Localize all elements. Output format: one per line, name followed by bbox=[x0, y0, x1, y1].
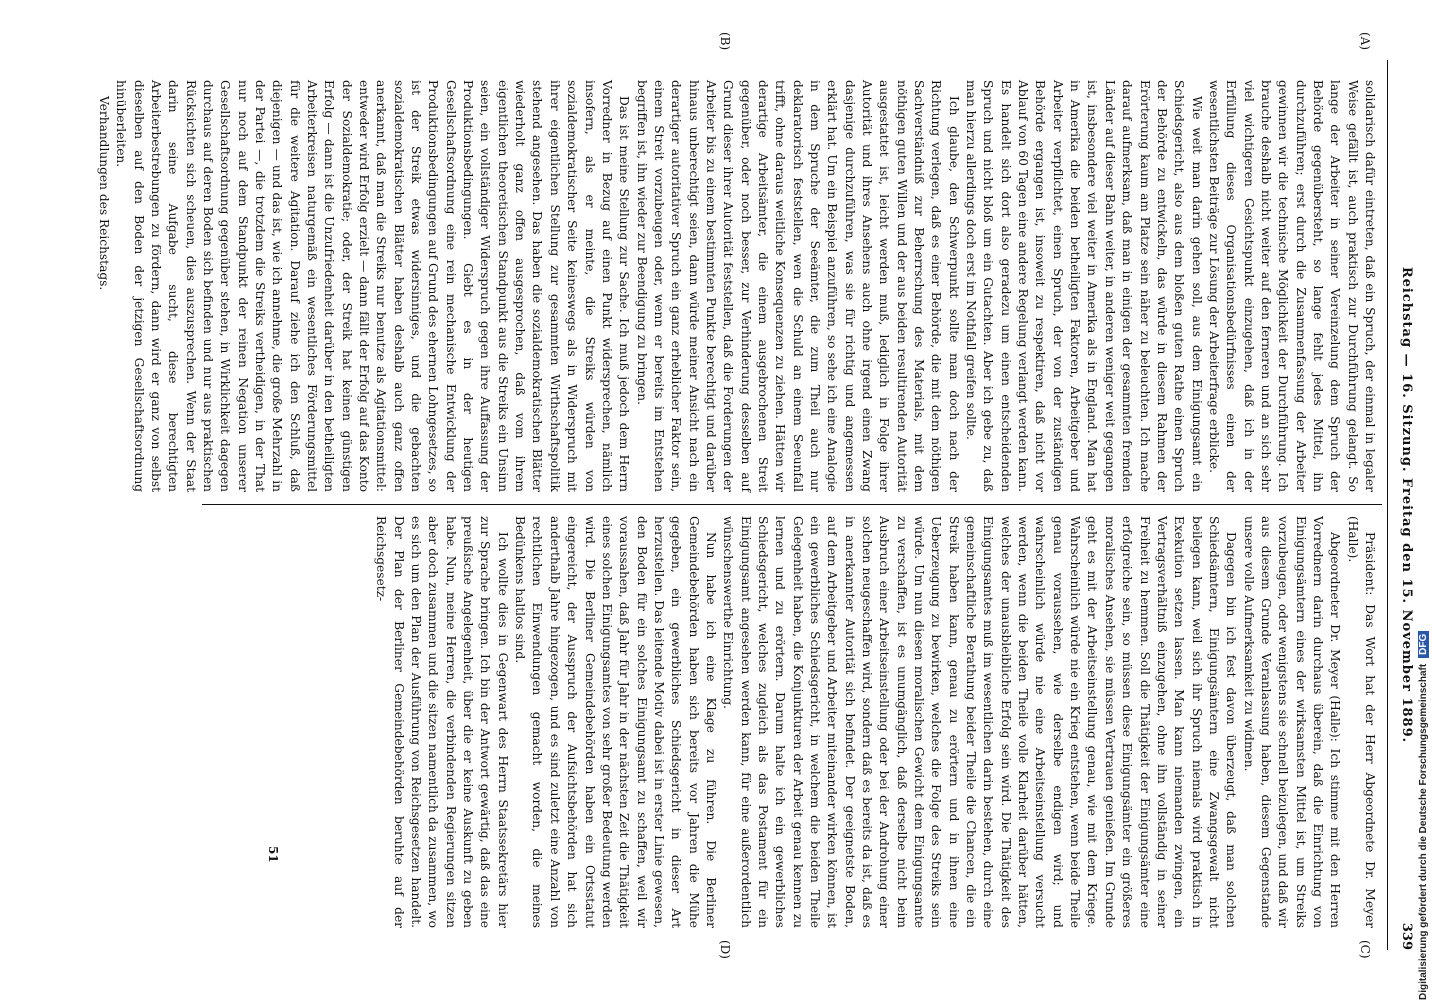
digitization-credit bbox=[1418, 0, 1432, 1000]
margin-mark-d: (D) bbox=[718, 940, 732, 959]
margin-mark-c: (C) bbox=[1358, 940, 1372, 959]
margin-mark-b: (B) bbox=[718, 32, 732, 51]
text-paragraph: Nun habe ich eine Klage zu führen. Die Berliner Gemeindebehörden haben sich bereits vor Jahren die Mühe gegeben, ein gewerbliches Schiedsgericht in dieser Art herzustellen. Das leitende Motiv dabei ist in erster Linie gewesen, den Boden für ein solches Einigungsamt zu schaffen, weil wir voraussahen, daß Jahr für Jahr in der nächsten Zeit die Thätigkeit eines solchen Einigungsamtes von sehr großer Bedeutung werden wird. Die Berliner Gemeindebehörden haben ein Ortsstatut eingereicht, der Ausspruch der Aufsichtsbehörden hat sich anderthalb Jahre hingezogen, und es sind zuletzt eine Anzahl von rechtlichen Einwendungen gemacht worden, die meines Bedünkens haltlos sind. bbox=[513, 516, 718, 928]
speaker-paragraph: Präsident: Das Wort hat der Herr Abgeordnete Dr. Meyer (Halle). bbox=[1345, 516, 1377, 928]
column-divider bbox=[202, 504, 1382, 505]
page-header bbox=[1392, 60, 1414, 950]
text-paragraph: Abgeordneter Dr. Meyer (Halle): Ich stimme mit den Herren Vorrednern darin durchaus überein, daß die Einrichtung von Einigungsämtern eines der wirksamsten Mittel ist, um Streiks vorzubeugen, oder wenigstens sie schnell beizulegen, und daß wir aus diesem Grunde Veranlassung haben, diesem Gegenstande unsere volle Aufmerksamkeit zu widmen. bbox=[1241, 516, 1343, 928]
signature-mark: 51 bbox=[266, 846, 280, 863]
right-column bbox=[372, 516, 1378, 928]
text-paragraph: Verhandlungen des Reichstags. bbox=[96, 96, 111, 291]
text-paragraph: Das ist meine Stellung zur Sache. Ich muß jedoch dem Herrn Vorredner in Bezug auf einen Punkt widersprechen, nämlich insofern, als er meinte, die Streiks würden von sozialdemokratischer Seite keineswegs als in Widerspruch mit ihrer eigentlichen Stellung zur gesammten Wirthschaftspolitik stehend angesehen. Das haben die sozialdemokratischen Blätter wiederholt ganz offen ausgesprochen, daß vom ihrem eigentlichen theoretischen Standpunkt aus die Streiks ein Unsinn seien, ein vollständiger Widerspruch gegen ihre Auffassung der Produktionsbedingungen. Giebt es in der heutigen Gesellschaftsordnung eine rein mechanische Entwicklung der Produktionsbedingungen auf Grund des ehernen Lohngesetzes, so ist der Streik etwas widersinniges, und die gebachten sozialdemokratischen Blätter haben deshalb auch ganz offen anerkannt, daß man die Streiks nur benutze als Agitationsmittel: entweder wird Erfolg erzielt — dann fällt der Erfolg auf das Konto der Sozialdemokratie; oder, der Streik hat keinen günstigen Erfolg — dann ist die Unzufriedenheit darüber in den betheiligten Arbeiterkreisen naturgemäß ein wesentliches Förderungsmittel für die weitere Agitation. Darauf ziehe ich den Schluß, daß diejenigen — und das ist, wie ich annehme, die große Mehrzahl in der Partei —, die trotzdem die Streiks vertheidigen, in der That nur noch auf dem Standpunkt der reinen Negation unserer Gesellschaftsordnung gegenüber stehen, in Wirklichkeit dagegen durchaus auf deren Boden sich befinden und nur aus praktischen Rücksichten sich scheuen, dies auszusprechen. Wenn der Staat darin seine Aufgabe sucht, diese berechtigten Arbeiterbestrebungen zu fördern, dann wird er ganz von selbst dieselben auf den Boden der jetzigen Gesellschaftsordnung hinüberleiten. bbox=[114, 80, 632, 492]
header-rule bbox=[1387, 60, 1388, 950]
text-paragraph: Dagegen bin ich fest davon überzeugt, daß man solchen Schiedsämtern, Einigungsämtern eine Zwangsgewalt nicht beilegen kann, weil sich ihr Spruch niemals wird praktisch in Exekution setzen lassen. Man kann niemanden zwingen, ein Vertragsverhältniß einzugehen, ohne ihn vollständig in seiner Freiheit zu hemmen. Soll die Thätigkeit der Einigungsämter eine erfolgreiche sein, so müssen diese Einigungsämter ein größeres moralisches Ansehen, sie müssen Vertrauen genießen. Im Grunde geht es mit der Arbeitseinstellung genau, wie mit dem Kriege. Wahrscheinlich würde nie ein Krieg entstehen, wenn beide Theile genau voraussehen, wie derselbe endigen wird; und wahrscheinlich würde nie eine Arbeitseinstellung versucht werden, wenn die beiden Theile volle Klarheit darüber hätten, welches der unausbleibliche Erfolg sein wird. Die Thätigkeit des Einigungsamtes muß im wesentlichen darin bestehen, durch eine gemeinschaftliche Berathung beider Theile die Chancen, die ein Streik haben kann, genau zu erörtern und in ihnen eine Ueberzeugung zu bewirken, welches die Folge des Streiks sein würde. Um nun diesen moralischen Gewicht dem Einigungsamte zu verschaffen, ist es unumgänglich, daß derselbe nicht beim Ausbruch einer Arbeitseinstellung oder bei der Androhung einer solchen neugeschaffen wird, sondern daß es bereits da ist, daß es in anerkannter Autorität sich befindet. Der geeignetste Boden, auf dem Arbeitgeber und Arbeiter miteinander wirken können, ist ein gewerbliches Schiedsgericht, in welchem die beiden Theile Gelegenheit haben, die Konjunkturen der Arbeit genau kennen zu lernen und zu erörtern. Darum halte ich ein gewerbliches Schiedsgericht, welches zugleich als das Postament für ein Einigungsamt angesehen werden kann, für eine außerordentlich wünschenswerthe Einrichtung. bbox=[721, 516, 1239, 928]
credit-text: Digitalisierung gefördert durch die Deutsche Forschungsgemeinschaft bbox=[1418, 663, 1429, 1000]
text-paragraph: solidarisch dafür eintreten, daß ein Spruch, der einmal in legaler Weise gefällt ist, auch praktisch zur Durchführung gelangt. So lange der Arbeiter in seiner Vereinzelung dem Spruch der Behörde gegenübersteht, so lange fehlt jedes Mittel, ihn durchzuführen; erst durch die Zusammenfassung der Arbeiter gewinnen wir die technische Möglichkeit der Durchführung. Ich brauche deshalb nicht weiter auf den ferneren und an sich sehr viel wichtigeren Gesichtspunkt einzugehen, daß ich in der Erfüllung dieses Organisationsbedürfnisses einen der wesentlichsten Beiträge zur Lösung der Arbeiterfrage erblicke. bbox=[1206, 80, 1377, 492]
left-column bbox=[95, 80, 1378, 492]
text-paragraph: Ich glaube, den Schwerpunkt sollte man doch nach der Richtung verlegen, daß es einer Behörde, die mit dem nöthigen Sachverständniß zur Beherrschung des Materials, mit dem nöthigen guten Willen und der aus beiden resultirenden Autorität ausgestattet ist, leicht werden muß, lediglich in Folge ihrer Autorität und ihres Ansehens auch ohne irgend einen Zwang dasjenige durchzuführen, was sie für richtig und angemessen erklärt hat. Um ein Beispiel anzuführen, so sehe ich eine Analogie in dem Spruche der Seeämter, die zum Theil auch nur deklaratorisch feststellen, wen die Schuld an einem Seeunfall trifft, ohne daraus weitliche Konsequenzen zu ziehen. Hätten wir derartige Arbeitsämter, die einem ausgebrochenen Streit gegenüber, oder noch besser, zur Verhinderung desselben auf Grund dieser ihrer Autorität feststellen, daß die Forderungen der Arbeiter bis zu einem bestimmten Punkte berechtigt und darüber hinaus unberechtigt seien, dann würde meiner Ansicht nach ein derartiger autoritativer Spruch ein ganz erheblicher Faktor sein, einem Streit vorzubeugen oder, wenn er bereits im Entstehen begriffen ist, ihn wieder zur Beendigung zu bringen. bbox=[634, 80, 961, 492]
running-head: Reichstag — 16. Sitzung. Freitag den 15. November 1889. bbox=[1399, 266, 1414, 744]
margin-mark-a: (A) bbox=[1358, 32, 1372, 51]
page-number: 339 bbox=[1399, 922, 1414, 950]
text-paragraph: Ich wollte dies in Gegenwart des Herrn Staatssekretärs hier zur Sprache bringen. Ich bin der Antwort gewärtig, daß das eine preußische Angelegenheit, über die er keine Auskunft zu geben habe. Nun, meine Herren, die verbindenden Regierungen sitzen aber doch zusammen und die sitzen namentlich da zusammen, wo es sich um den Plan der Ausführung von Reichsgesetzen handelt. Der Plan der Berliner Gemeindebehörden beruhte auf der Reichsgesetz- bbox=[374, 516, 510, 928]
text-paragraph: Wie weit man darin gehen soll, aus dem Einigungsamt ein Schiedsgericht, also aus dem bloßen guten Rathe einen Spruch der Behörde zu entwickeln, das würde in diesem Rahmen der Erörterung kaum am Platze sein näher zu beleuchten. Ich mache darauf aufmerksam, daß man in einigen der gesammten fremden Länder auf dieser Bahn weiter, in anderen weniger weit gegangen ist, insbesondere viel weiter in Amerika als in England. Man hat in Amerika die beiden betheiligten Faktoren, Arbeitgeber und Arbeiter verpflichtet, einen Spruch, der von der zuständigen Behörde ergangen ist, insoweit zu respektiren, daß nicht vor Ablauf von 60 Tagen eine andere Regelung verlangt werden kann. Es handelt sich dort also geradezu um einen entscheidenden Spruch und nicht bloß um ein Gutachten. Aber ich gebe zu, daß man hierzu allerdings doch erst im Nothfall greifen sollte. bbox=[964, 80, 1204, 492]
dfg-logo: DFG bbox=[1418, 631, 1429, 658]
